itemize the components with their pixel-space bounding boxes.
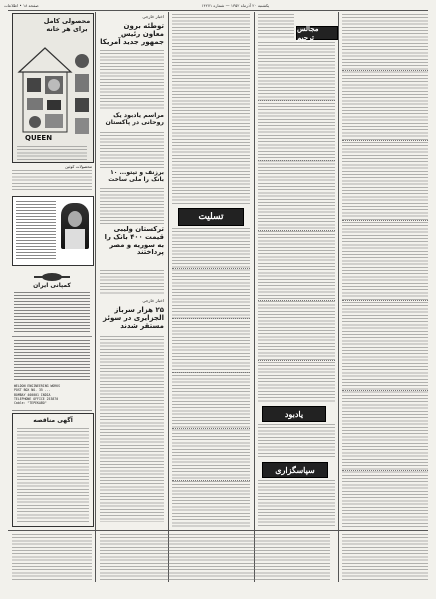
notice-divider — [172, 318, 250, 319]
header-rule — [8, 10, 428, 11]
page-label: صفحه ۱۸ • اطلاعات — [4, 2, 39, 8]
notice-divider — [172, 480, 250, 481]
separator — [12, 336, 92, 337]
notice-divider — [258, 230, 335, 231]
address-line: POST BOX NO. 35 ... — [14, 388, 51, 393]
queen-caption: محصولات کوئین — [65, 164, 92, 169]
company-ad-text — [14, 340, 90, 380]
notice-divider — [342, 300, 428, 301]
page-header — [0, 0, 436, 10]
portrait-ad — [12, 196, 94, 266]
footer-text — [100, 534, 330, 580]
appliance-icons — [75, 54, 91, 154]
notice-text — [258, 424, 335, 458]
separator — [12, 410, 92, 411]
kettle-icon — [75, 74, 89, 92]
address-line: TELEPHONE OFFICE 253870 — [14, 396, 59, 401]
notice-text — [172, 228, 250, 528]
news-headline: مراسم یادبود یک روحانی در پاکستان — [105, 112, 164, 127]
notice-text — [342, 14, 428, 528]
portrait-ad-text — [16, 201, 56, 261]
tasliyat-banner: تسلیت — [178, 208, 244, 226]
news-headline: ترکستان ولیبی قیمت ۴۰۰ بانک را به سوریه و مصر پرداختند — [104, 225, 164, 257]
address-line: Cable: "TEPEKABO" — [14, 401, 47, 406]
auction-text — [17, 428, 89, 522]
notice-divider — [342, 140, 428, 141]
auction-notice — [12, 413, 94, 527]
news-body — [100, 132, 164, 168]
address-line: WELDON ENGINEERING WORKS — [14, 384, 61, 388]
footer-text — [342, 534, 428, 580]
notice-divider — [258, 100, 335, 101]
column-rule — [95, 12, 96, 582]
majales-banner: مجالس ترحیم — [296, 26, 338, 40]
auction-title: آگهی مناقصه — [33, 417, 73, 424]
portrait-photo — [61, 203, 89, 249]
notice-divider — [258, 360, 335, 361]
pot-icon — [75, 54, 89, 68]
company-ad-text — [14, 292, 90, 332]
queen-ad-title: محصولی کامل برای هر خانه — [43, 17, 91, 34]
notice-text — [258, 14, 294, 38]
notice-divider — [258, 300, 335, 301]
sepasgozari-banner: سپاسگزاری — [262, 462, 328, 478]
date-line: یکشنبه ۲۰ آذرماه ۱۳۵۲ — شماره ۱۴۲۷۱ — [201, 2, 270, 8]
notice-divider — [342, 220, 428, 221]
news-headline: برزنف و تیتو... ۱۰ بانک را ملی ساخت — [108, 169, 164, 183]
company-address — [14, 384, 92, 406]
queen-ad-text — [17, 146, 87, 160]
news-kicker: اخبار خارجی — [142, 14, 164, 19]
footer-rule — [8, 530, 428, 531]
news-body — [100, 50, 164, 110]
news-kicker: اخبار خارجی — [142, 298, 164, 303]
column-rule — [254, 12, 255, 582]
queen-ad — [12, 13, 94, 163]
company-title: کمپانی ایران — [33, 282, 71, 289]
news-headline: توطئه برون معاون رئیس جمهور جدید آمریکا — [100, 22, 164, 47]
notice-divider — [342, 390, 428, 391]
notice-divider — [172, 268, 250, 269]
address-line: BOMBAY 400001 INDIA — [14, 392, 51, 397]
news-body — [100, 270, 164, 294]
yadbud-banner: یادبود — [262, 406, 326, 422]
ad-text-block — [12, 170, 92, 192]
mixer-icon — [75, 98, 89, 112]
notice-divider — [172, 428, 250, 429]
company-logo — [20, 268, 84, 280]
house-illustration — [15, 42, 75, 142]
notice-text — [258, 42, 335, 402]
column-rule — [338, 12, 339, 582]
news-headline: ۲۵ هزار سرباز الجزایری در سوئز مستقر شدند — [103, 306, 164, 331]
notice-divider — [172, 372, 250, 373]
news-body — [100, 188, 164, 224]
column-rule — [168, 12, 169, 582]
notice-text — [258, 480, 335, 528]
notice-text — [172, 14, 250, 204]
queen-brand: QUEEN — [25, 134, 53, 142]
toaster-icon — [75, 118, 89, 134]
notice-divider — [342, 470, 428, 471]
footer-text — [12, 534, 92, 580]
news-body — [100, 336, 164, 522]
notice-divider — [342, 70, 428, 71]
notice-divider — [258, 160, 335, 161]
